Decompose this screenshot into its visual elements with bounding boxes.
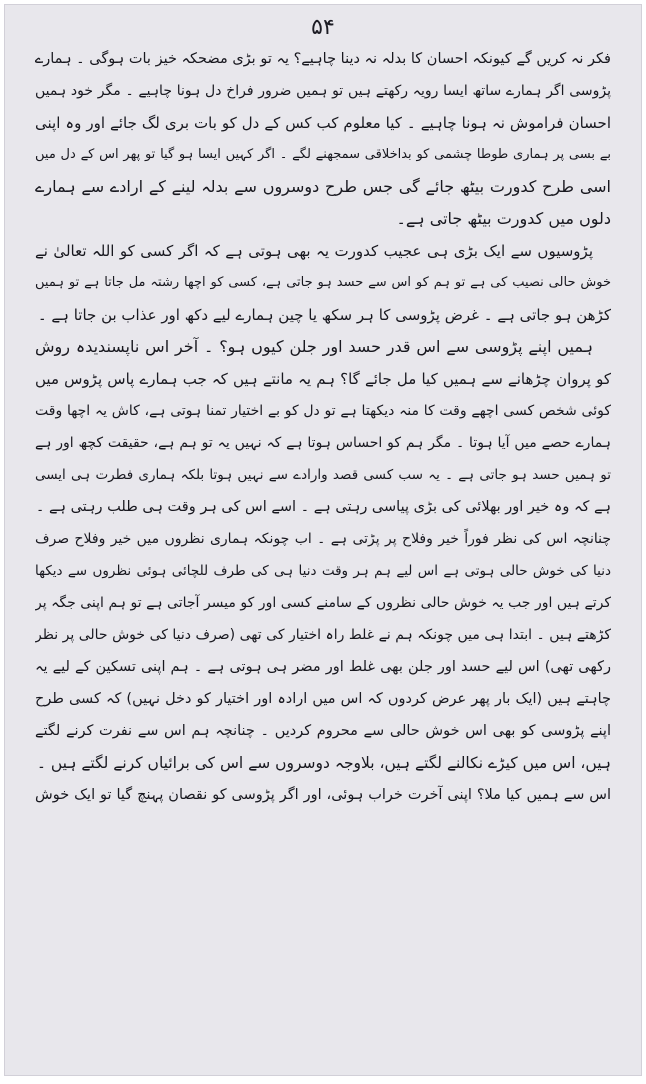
text-line: ہیں، اس میں کیڑے نکالنے لگتے ہیں، بلاوجہ دوسروں سے اس کی برائیاں کرنے لگتے ہیں ۔ xyxy=(36,754,611,772)
text-line: ہمیں اپنے پڑوسی سے اس قدر حسد اور جلن کیوں ہو؟ ۔ آخر اس ناپسندیدہ روش xyxy=(35,337,593,356)
text-line: پڑوسیوں سے ایک بڑی ہی عجیب کدورت یہ بھی ہوتی ہے کہ اگر کسی کو اللہ تعالیٰ نے xyxy=(35,242,593,260)
page-body-text xyxy=(35,43,611,811)
text-line: اسی طرح کدورت بیٹھ جائے گی جس طرح دوسروں سے بدلہ لینے کے ارادے سے ہمارے xyxy=(35,177,611,196)
text-line: پڑوسی اگر ہمارے ساتھ ایسا رویہ رکھتے ہیں تو ہمیں ضرور فراخ دل ہونا چاہیے ۔ مگر خود ہمیں xyxy=(35,83,611,99)
text-line: اس سے ہمیں کیا ملا؟ اپنی آخرت خراب ہوئی، اور اگر پڑوسی کو نقصان پہنچ گیا تو ایک خوش xyxy=(35,787,611,803)
text-line: کو پروان چڑھانے سے ہمیں کیا مل جائے گا؟ ہم یہ مانتے ہیں کہ جب ہمارے پاس پڑوس میں xyxy=(35,370,611,388)
text-line: اپنے پڑوسی کو بھی اس خوش حالی سے محروم کردیں ۔ چنانچہ ہم اس سے نفرت کرنے لگتے xyxy=(35,723,611,739)
text-line: ہمارے حصے میں آیا ہوتا ۔ مگر ہم کو احساس ہوتا ہے کہ نہیں یہ تو ہم ہے، حقیقت کچھ اور ہے xyxy=(35,435,611,451)
text-line: فکر نہ کریں گے کیونکہ احسان کا بدلہ نہ دینا چاہیے؟ یہ تو بڑی مضحکہ خیز بات ہوگی ۔ ہمارے xyxy=(35,51,611,67)
text-line: کڑھتے ہیں ۔ ابتدا ہی میں چونکہ ہم نے غلط راہ اختیار کی تھی (صرف دنیا کی خوش حالی پر نظر xyxy=(35,627,611,643)
text-line: چنانچہ اس کی نظر فوراً خیر وفلاح پر پڑتی ہے ۔ اب چونکہ ہماری نظروں میں خیر وفلاح صرف xyxy=(35,531,611,547)
text-line: دلوں میں کدورت بیٹھ جاتی ہے۔ xyxy=(396,209,611,228)
text-line: احسان فراموش نہ ہونا چاہیے ۔ کیا معلوم کب کس کے دل کو بات بری لگ جائے اور وہ اپنی xyxy=(35,114,611,132)
text-line: دنیا کی خوش حالی ہوتی ہے اس لیے ہم ہر وقت دنیا ہی کی طرف للچائی ہوئی نظروں سے دیکھا xyxy=(35,563,611,579)
text-line: کرتے ہیں اور جب یہ خوش حالی نظروں کے سامنے کسی اور کو میسر آجاتی ہے تو ہم اپنی جگہ پر xyxy=(35,595,611,611)
page-number: ۵۴ xyxy=(311,15,335,40)
text-line: بے بسی پر ہماری طوطا چشمی کو بداخلاقی سمجھنے لگے ۔ اگر کہیں ایسا ہو گیا تو پھر اس کے دل میں xyxy=(35,147,611,162)
text-line: کڑھن ہو جاتی ہے ۔ غرض پڑوسی کا ہر سکھ یا چین ہمارے لیے دکھ اور عذاب بن جاتا ہے ۔ xyxy=(37,306,611,324)
book-page xyxy=(4,4,642,1076)
text-line: ہے کہ وہ خیر اور بھلائی کی بڑی پیاسی رہتی ہے ۔ اسے اس کی ہر وقت ہی طلب رہتی ہے ۔ xyxy=(35,499,611,515)
text-line: تو ہمیں حسد ہو جاتی ہے ۔ یہ سب کسی قصد وارادے سے نہیں ہوتا بلکہ ہماری فطرت ہی ایسی xyxy=(35,467,611,483)
text-line: خوش حالی نصیب کی ہے تو ہم کو اس سے حسد ہو جاتی ہے، کسی کو اچھا رشتہ مل جاتا ہے تو ہمیں xyxy=(35,275,611,290)
text-line: رکھی تھی) اس لیے حسد اور جلن بھی غلط اور مضر ہی ہوتی ہے ۔ ہم اپنی تسکین کے لیے یہ xyxy=(35,659,611,675)
text-line: کوئی شخص کسی اچھے وقت کا منہ دیکھتا ہے تو دل کو بے اختیار تمنا ہوتی ہے، کاش یہ اچھا وقت xyxy=(35,403,611,419)
text-line: چاہتے ہیں (ایک بار پھر عرض کردوں کہ اس میں ارادہ اور اختیار کو دخل نہیں) کہ کسی طرح xyxy=(35,691,611,707)
